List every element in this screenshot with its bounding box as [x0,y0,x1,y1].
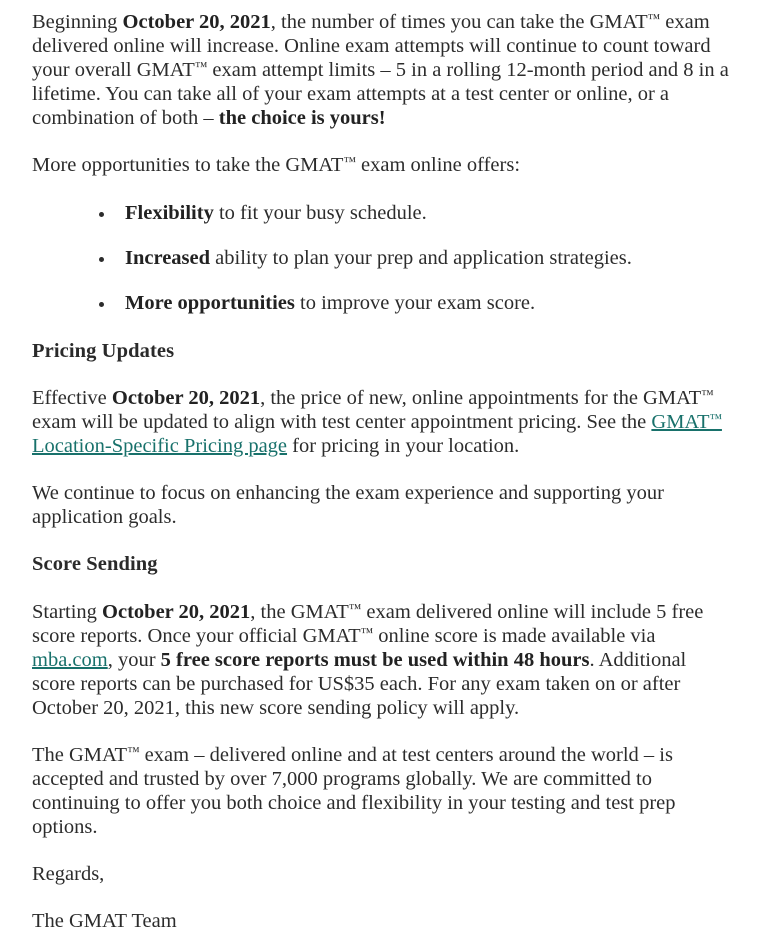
pricing-text-d: for pricing in your location. [287,435,520,458]
score-emphasis: 5 free score reports must be used within 48 hours [160,648,590,671]
pricing-link-a: GMAT [651,411,710,434]
score-text-a: Starting [32,600,103,623]
trademark-icon: ™ [709,411,722,426]
score-text-d: online score is made available via [373,624,656,647]
list-item-lead: Increased [125,246,211,269]
benefits-intro-b: exam online offers: [355,154,521,177]
trademark-icon: ™ [194,59,208,74]
pricing-text-c: exam will be updated to align with test center appointment pricing. See the [32,411,652,434]
benefits-block [32,201,732,315]
intro-paragraph [32,10,732,130]
list-item [99,291,732,315]
list-item-lead: More opportunities [125,291,295,314]
trademark-icon: ™ [701,387,714,402]
trademark-icon: ™ [127,744,140,759]
closing-paragraph [32,743,732,839]
benefits-intro-a: More opportunities to take the GMAT [32,154,344,177]
trademark-icon: ™ [343,155,356,170]
trademark-icon: ™ [348,601,362,616]
score-text-f: . Additional score reports can be purchased for US$35 each. For any exam taken on or after October 20, 2021, this new score sending policy will apply. [32,648,687,719]
list-item-text: to fit your busy schedule. [213,201,427,224]
list-item [99,246,732,270]
list-item-lead: Flexibility [125,201,214,224]
mba-com-link[interactable]: mba.com [32,648,108,671]
signature-line: The GMAT Team [32,910,177,933]
list-item-text: to improve your exam score. [294,291,536,314]
pricing-paragraph [32,386,732,458]
pricing-link-b: Location-Specific Pricing page [32,435,288,458]
intro-text-b: , the number of times you can take the GMAT [270,11,648,33]
score-sending-heading: Score Sending [32,553,158,576]
trademark-icon: ™ [360,625,374,640]
pricing-updates-heading: Pricing Updates [32,339,175,362]
list-item [99,201,732,225]
regards-line: Regards, [32,863,105,886]
score-text-b: , the GMAT [250,600,349,623]
effective-date-2: October 20, 2021 [111,386,261,409]
score-text-c: exam delivered online will include 5 free score reports. Once your official GMAT [32,600,704,647]
effective-date-3: October 20, 2021 [102,600,251,623]
intro-emphasis: the choice is yours! [218,107,386,130]
pricing-text-b: , the price of new, online appointments for the GMAT [260,386,702,409]
closing-text-b: exam – delivered online and at test centers around the world – is accepted and trusted by over 7,000 programs globally. We are committed to continuing to offer you both choice and flexibility in your testing and test prep options. [32,743,676,839]
closing-text-a: The GMAT [32,743,128,766]
pricing-closing-paragraph: We continue to focus on enhancing the exam experience and supporting your application goals. [32,482,664,529]
trademark-icon: ™ [647,11,661,26]
effective-date-1: October 20, 2021 [122,11,271,33]
benefits-list [32,201,732,315]
score-sending-paragraph [32,600,732,720]
pricing-text-a: Effective [32,386,112,409]
score-text-e: , your [107,648,161,671]
benefits-intro-paragraph [32,153,732,177]
list-item-text: ability to plan your prep and application strategies. [210,246,632,269]
intro-text-d: exam attempt limits – 5 in a rolling 12-month period and 8 in a lifetime. You can take all of your exam attempts at a test center or online, or a combination of both – [32,59,729,130]
intro-text-lead: Beginning [32,11,123,33]
intro-text-c: exam delivered online will increase. Online exam attempts will continue to count toward your overall GMAT [32,11,711,82]
